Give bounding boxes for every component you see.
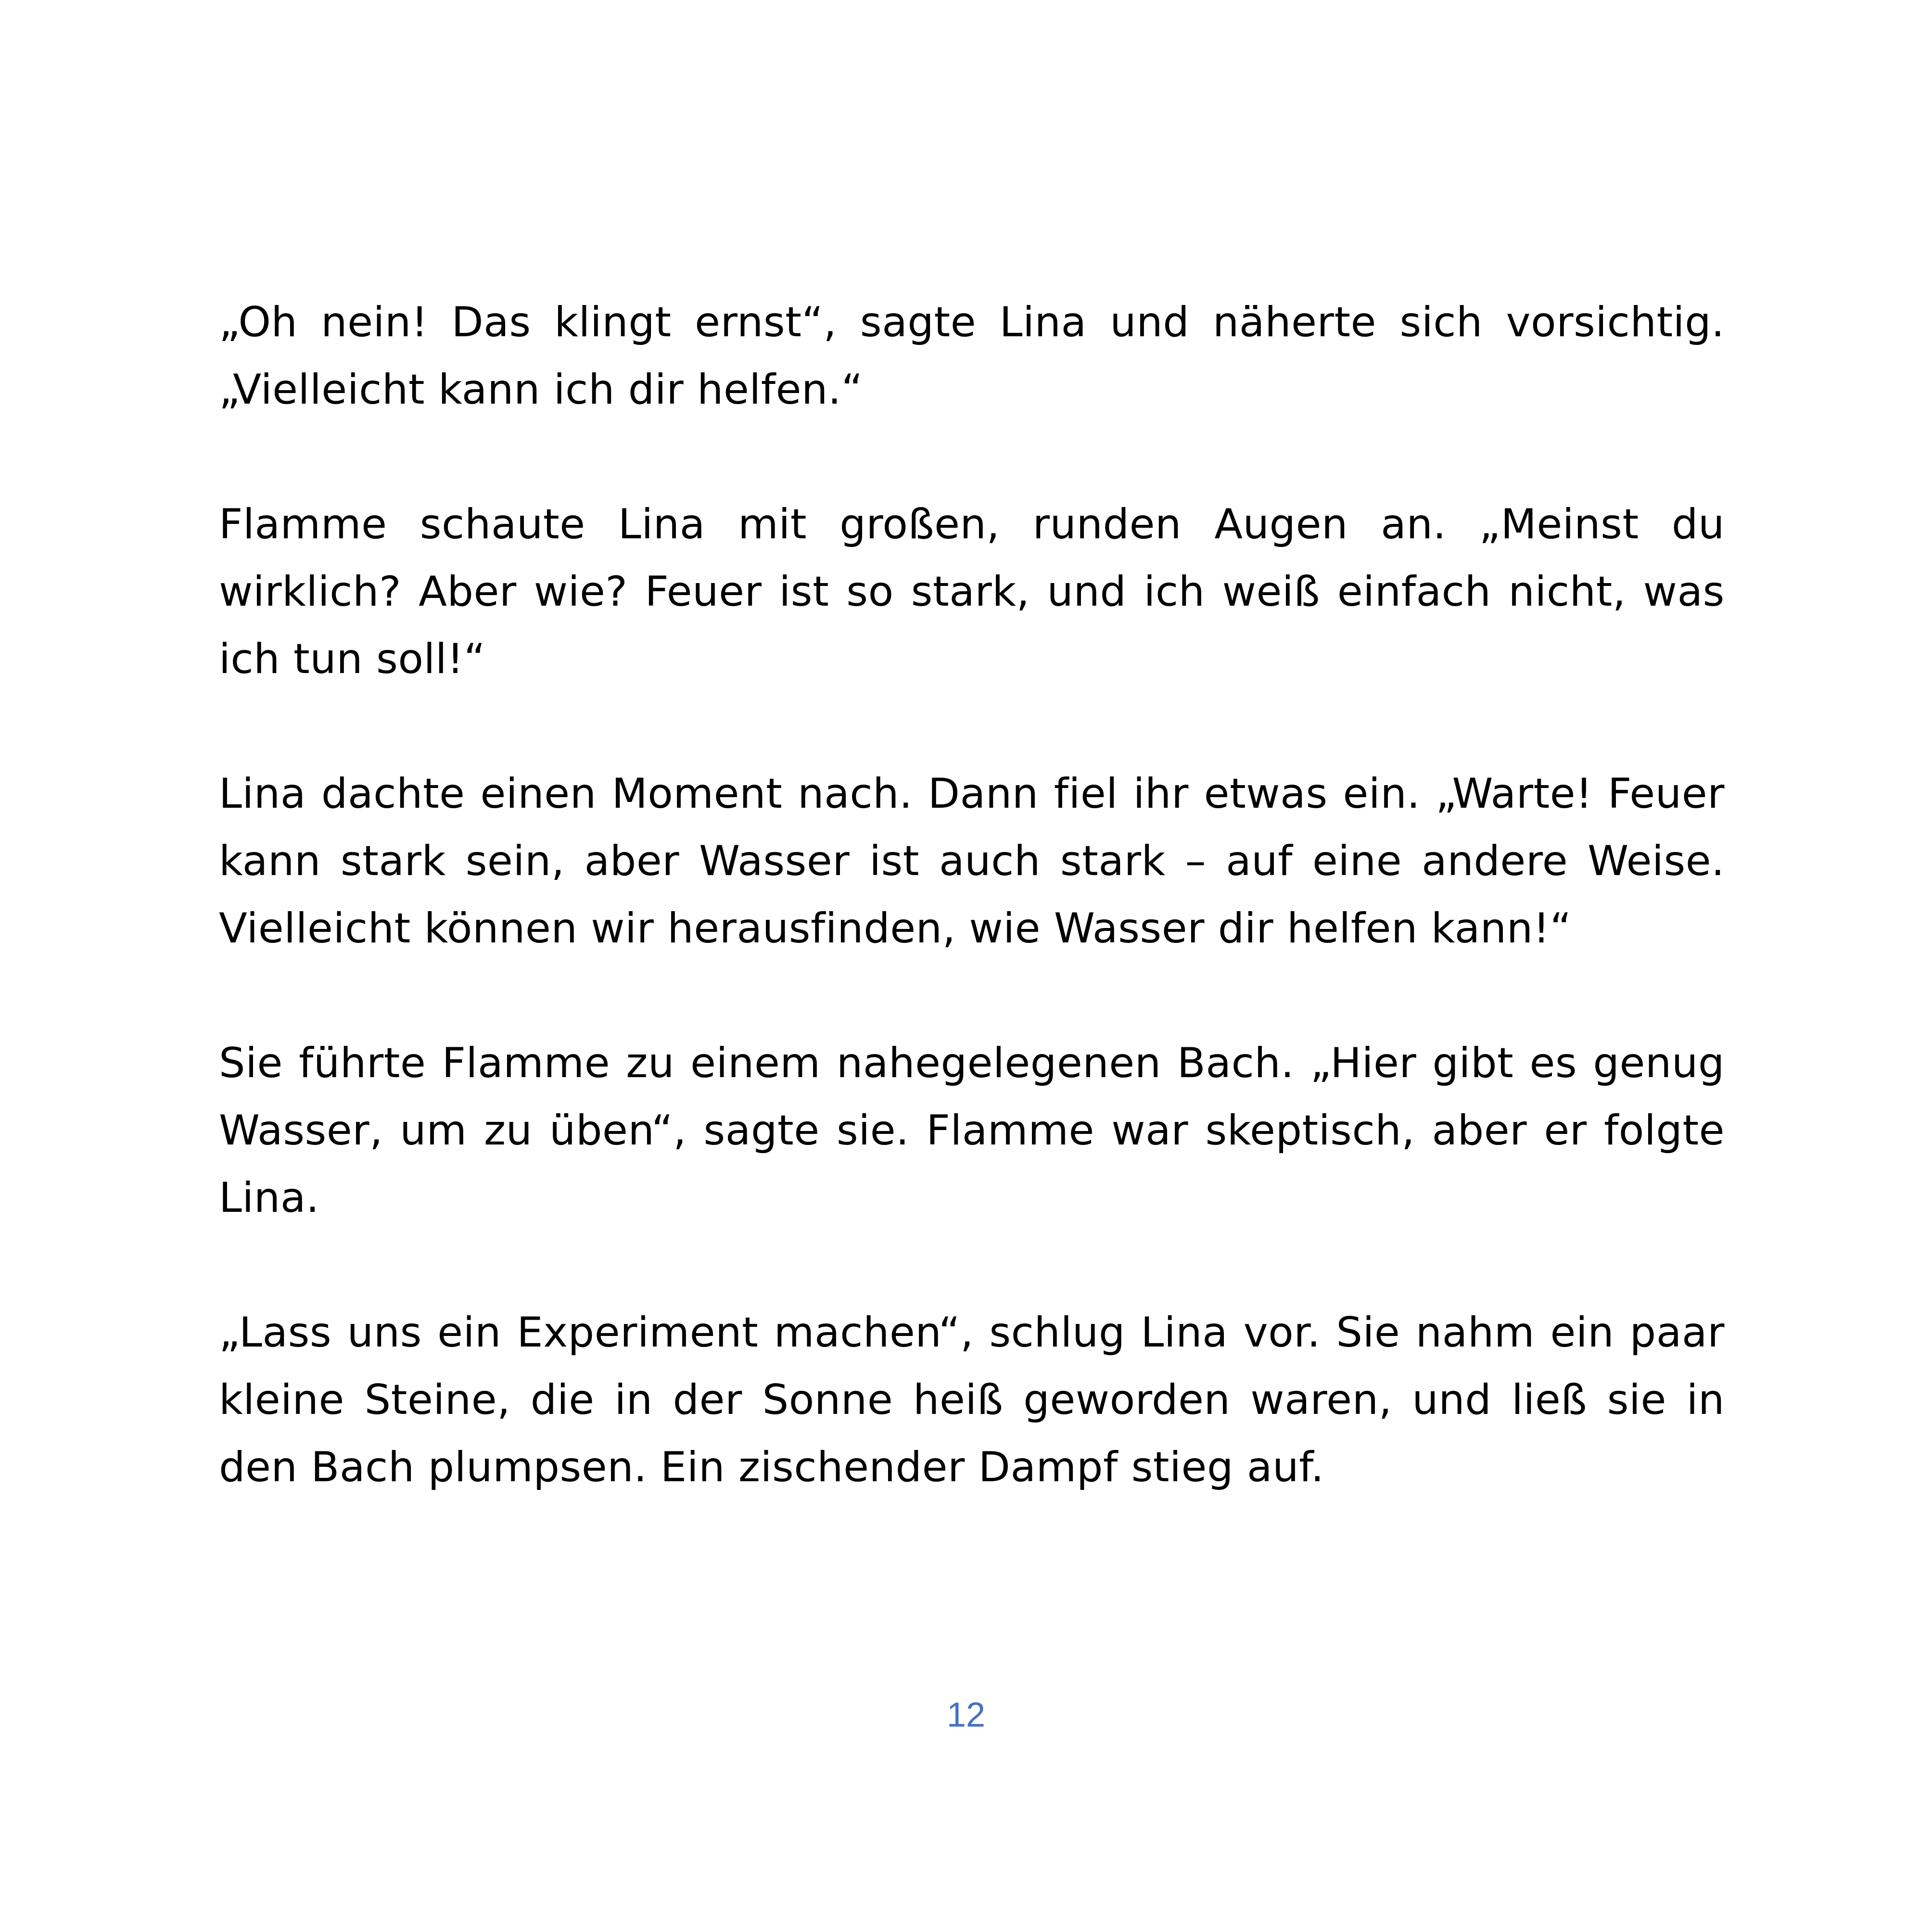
paragraph: Sie führte Flamme zu einem nahegelegenen Bach. „Hier gibt es genug Wasser, um zu üben“, sagte sie. Flamme war skeptisch, aber er folgte Lina. <box>219 1039 1725 1222</box>
paragraph: Flamme schaute Lina mit großen, runden Augen an. „Meinst du wirklich? Aber wie? Feuer ist so stark, und ich weiß einfach nicht, was ich tun soll!“ <box>219 500 1725 683</box>
page-number: 12 <box>946 1696 986 1734</box>
paragraph: „Lass uns ein Experiment machen“, schlug Lina vor. Sie nahm ein paar kleine Steine, die in der Sonne heiß geworden waren, und ließ sie in den Bach plumpsen. Ein zischender Dampf stieg auf. <box>219 1309 1725 1491</box>
story-text <box>219 289 1725 1568</box>
paragraph: Lina dachte einen Moment nach. Dann fiel ihr etwas ein. „Warte! Feuer kann stark sein, aber Wasser ist auch stark – auf eine andere Weise. Vielleicht können wir herausfinden, wie Wasser dir helfen kann!“ <box>219 770 1725 953</box>
paragraph: „Oh nein! Das klingt ernst“, sagte Lina und näherte sich vorsichtig. „Vielleicht kann ich dir helfen.“ <box>219 298 1725 414</box>
